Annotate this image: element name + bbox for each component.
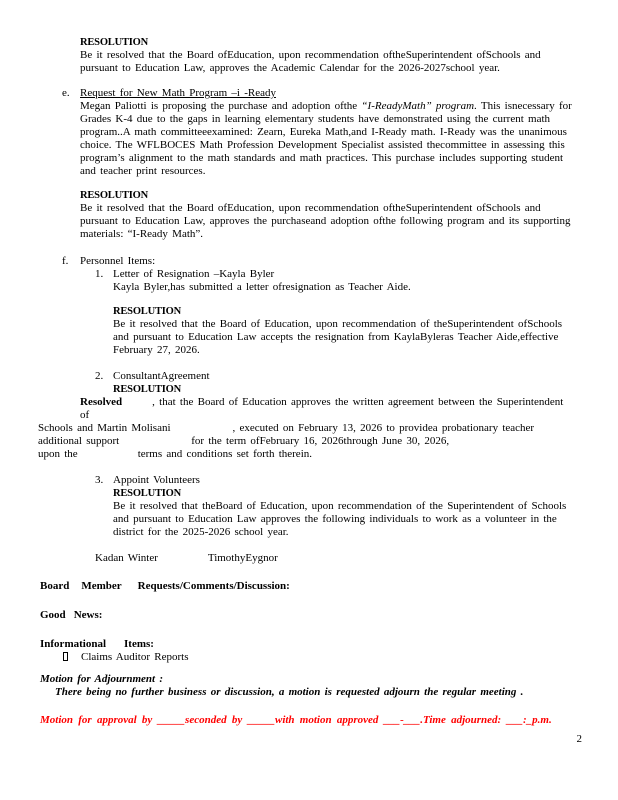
claims-auditor-item [62,651,574,664]
news-word: News: [73,609,103,621]
informational-heading [40,638,574,651]
personnel-item-3-marker: 3. [95,474,104,486]
board-member-heading [40,580,574,593]
resolution-heading: RESOLUTION [113,384,182,395]
adjournment-text: There being no further business or discussion, a motion is requested adjourn the regular meeting . [55,686,524,698]
calendar-resolution-text: Be it resolved that the Board ofEducation, upon recommendation oftheSuperintendent ofSchools and pursuant to Education Law, approves the Academic Calendar for the 2026-2027school year. [80,49,541,74]
resolution-heading: RESOLUTION [80,37,149,48]
math-program-text-2: . This isnecessary for Grades K-4 due to the gaps in learning elementary students have demonstrated using the current math program..A math committeeexamined: Zearn, Eureka Math,and I-Ready math. I-Ready was the unanimous choice. The WFLBOCES Math Profession Development Specialist assisted thecommittee in assessing this program’s alignment to the math standards and math practices. This purchase includes supporting student and teacher print resources. [80,100,572,177]
member-word: Member [81,580,122,592]
volunteers-resolution-text: Be it resolved that theBoard of Education, upon recommendation of the Superintendent of Schools and pursuant to Education Law approves the following individuals to work as a volunteer in the district for the 2025-2026 school year. [113,500,567,538]
personnel-item-1-content [113,268,574,294]
informational-word: Informational [40,638,106,650]
resolution-heading: RESOLUTION [113,488,182,499]
personnel-item-2-title: ConsultantAgreement [113,370,210,382]
consultant-line-4 [38,448,574,461]
resolution-heading: RESOLUTION [113,306,182,317]
consultant-line-4-b: terms and conditions set forth therein. [137,448,312,460]
personnel-item-2-content [113,370,574,396]
calendar-resolution-block [80,36,574,75]
consultant-line-1 [38,396,574,422]
adjournment-heading: Motion for Adjournment : [40,673,163,685]
personnel-item-1-marker: 1. [95,268,104,280]
personnel-item-1 [40,268,574,294]
consultant-line-4-a: upon the [38,448,78,460]
item-e-marker: e. [62,87,70,99]
resignation-resolution-text: Be it resolved that the Board of Education, upon recommendation of theSuperintendent ofSchools and pursuant to Education Law accepts the resignation from KaylaByleras Teacher Aide,effective February 27, 2026. [113,318,563,356]
item-f-marker: f. [62,255,69,267]
resolved-word: Resolved [80,396,123,408]
personnel-item-2-marker: 2. [95,370,104,382]
resolution-heading: RESOLUTION [80,190,149,201]
personnel-item-3-title: Appoint Volunteers [113,474,200,486]
volunteer-names-line [95,552,574,565]
personnel-item-2 [40,370,574,396]
consultant-line-3-a: additional support [38,435,120,447]
board-word: Board [40,580,70,592]
adjournment-block [40,673,574,699]
motion-approval-line: Motion for approval by _____seconded by _____with motion approved ___-___.Time adjourned: ___:_p.m. [40,714,552,726]
resignation-resolution-block [113,305,574,357]
claims-auditor-label: Claims Auditor Reports [81,651,189,663]
math-program-paragraph [80,100,574,178]
good-word: Good [40,609,66,621]
personnel-item-1-title: Letter of Resignation –Kayla Byler [113,268,275,280]
iready-program-italic: “I-ReadyMath” program [361,100,475,112]
volunteer-name-2: TimothyEygnor [207,552,278,564]
page-number: 2 [576,733,582,745]
consultant-line-3 [38,435,574,448]
consultant-resolution-paragraph [38,396,574,461]
consultant-line-2 [38,422,574,435]
square-bullet-icon [63,652,68,661]
consultant-line-2-a: Schools and Martin Molisani [38,422,171,434]
items-word: Items: [124,638,154,650]
consultant-line-1-text: , that the Board of Education approves the written agreement between the Superintendent of [80,396,564,421]
good-news-heading [40,609,574,622]
requests-word: Requests/Comments/Discussion: [137,580,290,592]
resignation-text: Kayla Byler,has submitted a letter ofresignation as Teacher Aide. [113,281,411,293]
math-resolution-text: Be it resolved that the Board ofEducation, upon recommendation oftheSuperintendent ofSchools and pursuant to Education Law, approves the purchaseand adoption ofthe following program and its supporting materials: “I-Ready Math”. [80,202,571,240]
item-e [40,87,574,241]
item-e-title: Request for New Math Program –i -Ready [80,87,276,99]
personnel-item-3-content [113,474,574,539]
volunteer-name-1: Kadan Winter [95,552,158,564]
item-e-content [80,87,574,241]
consultant-line-2-b: , executed on February 13, 2026 to providea probationary teacher [232,422,535,434]
math-program-text-1: Megan Paliotti is proposing the purchase and adoption ofthe [80,100,362,112]
consultant-line-3-b: for the term ofFebruary 16, 2026through June 30, 2026, [191,435,450,447]
item-f-title: Personnel Items: [80,255,156,267]
personnel-item-3 [40,474,574,539]
item-f [40,255,574,268]
math-resolution-block [80,189,574,241]
